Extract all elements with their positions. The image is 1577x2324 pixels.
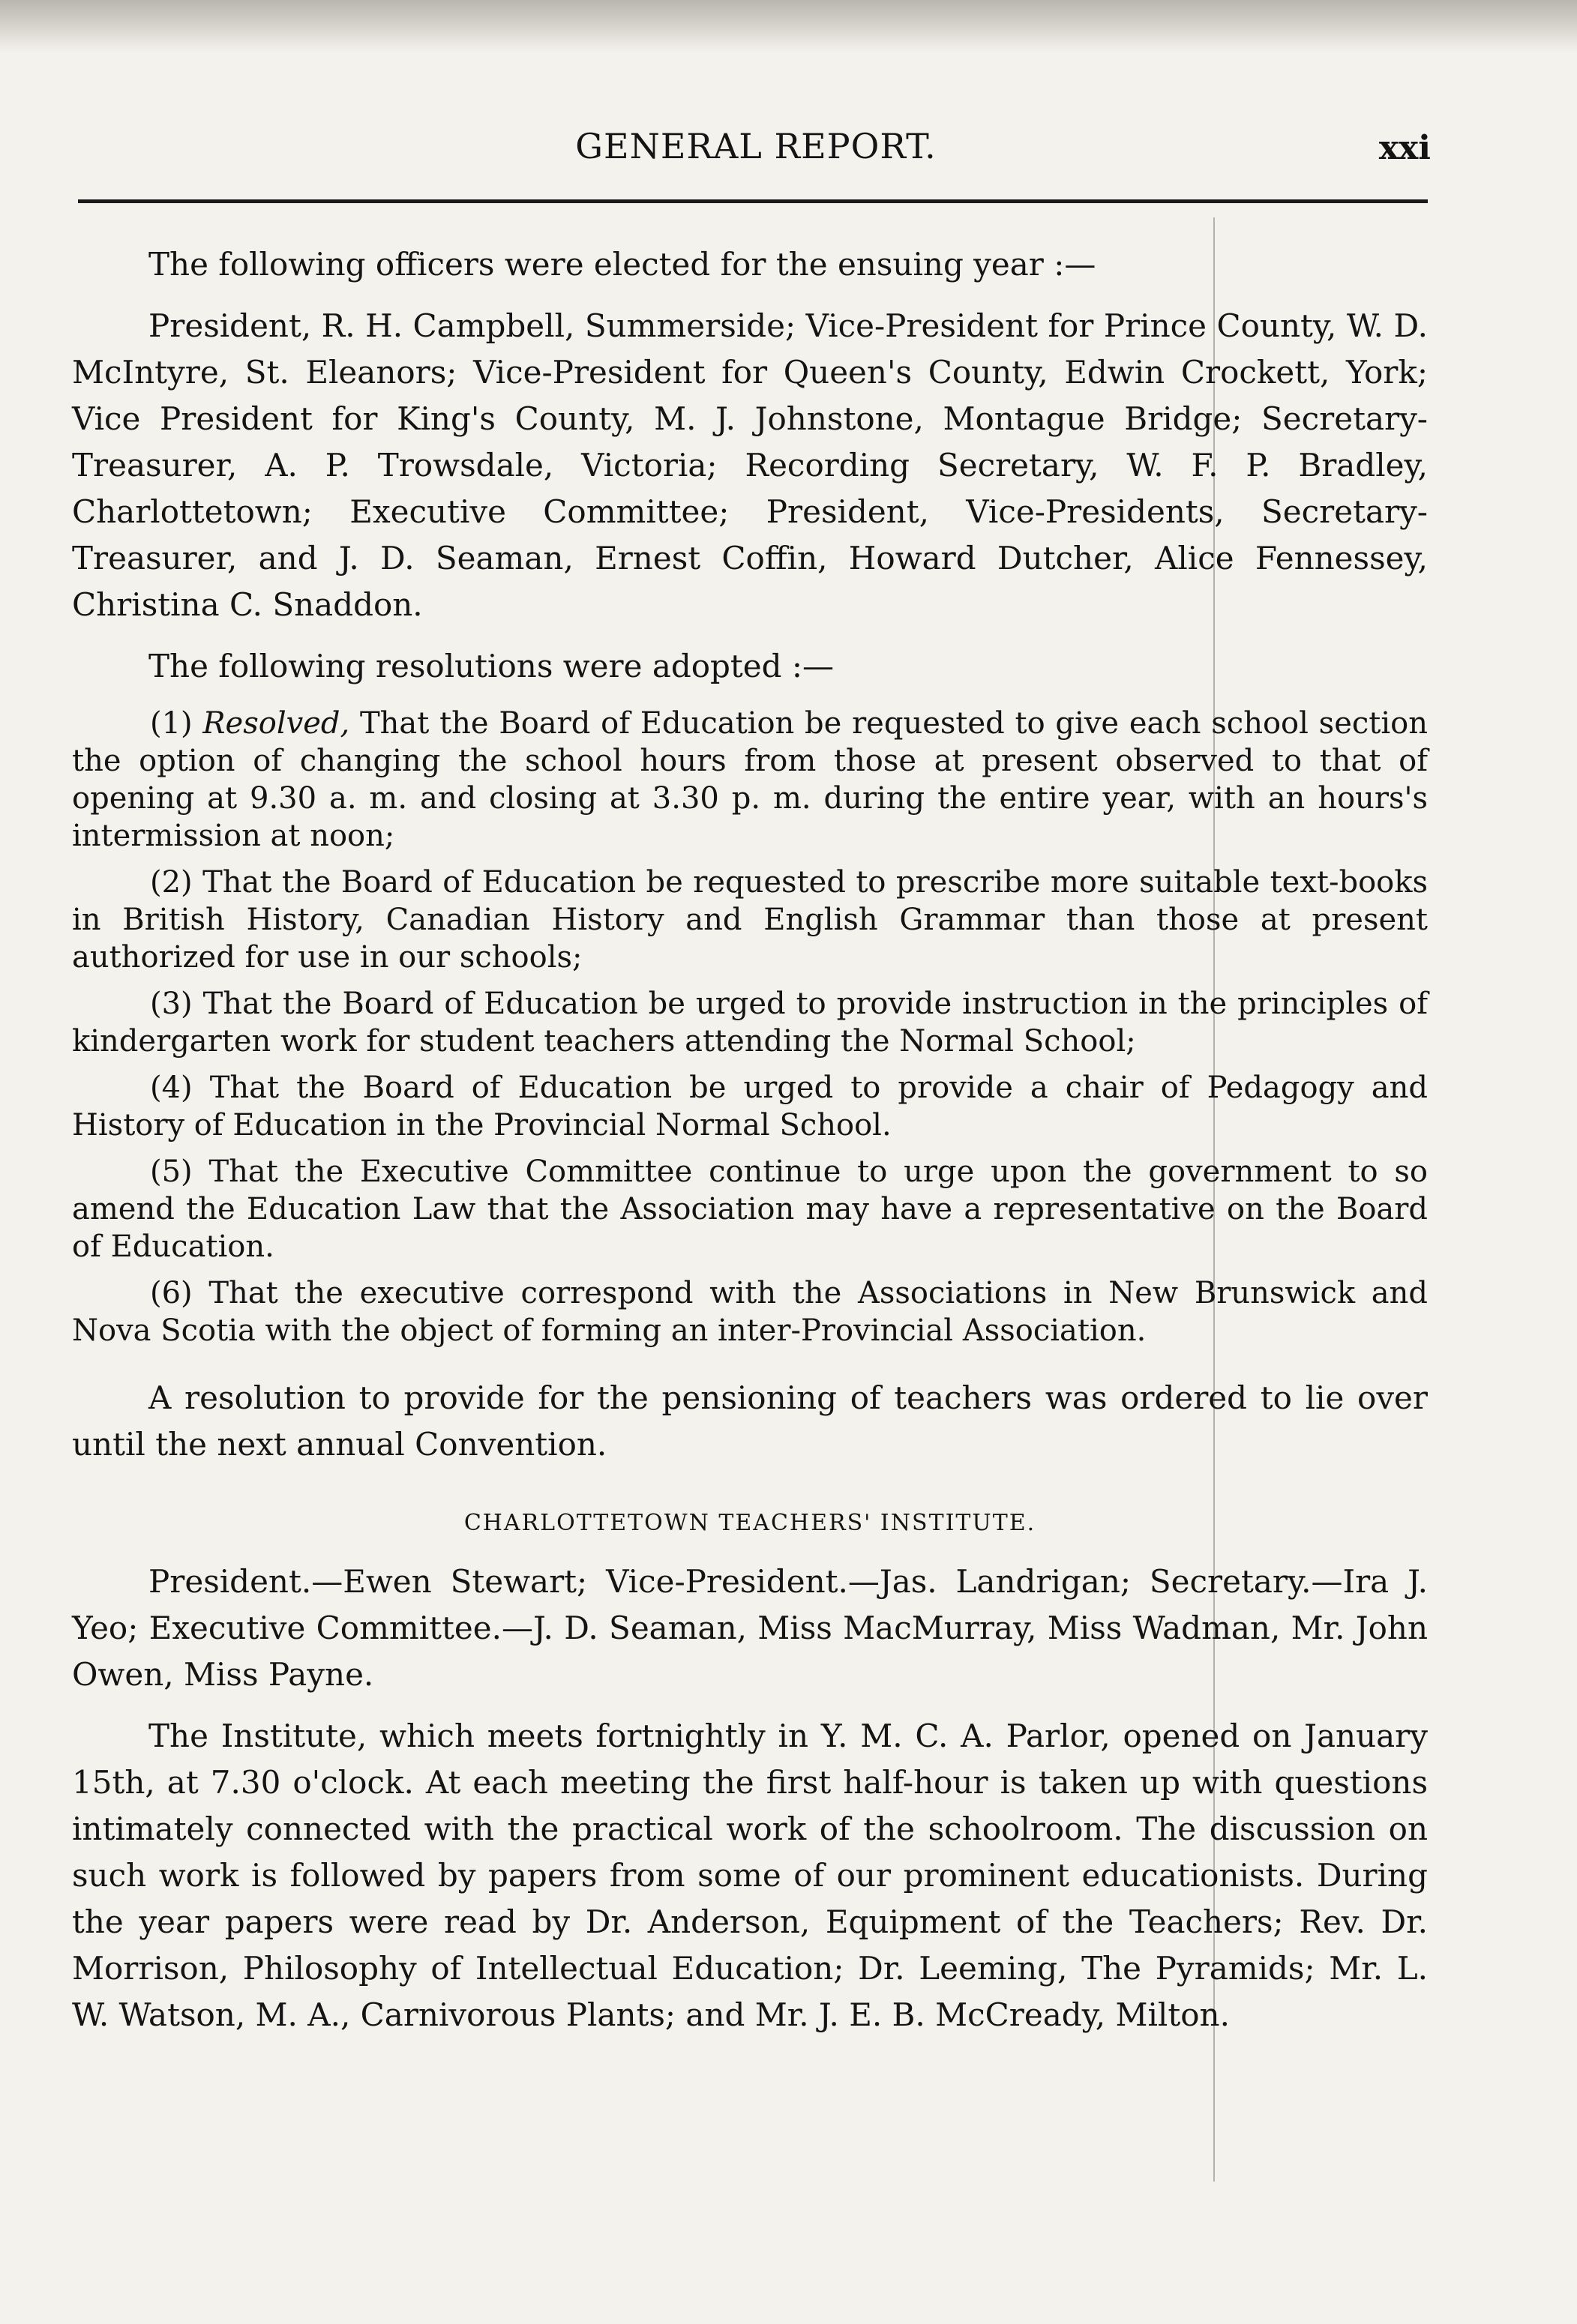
resolution-text: That the Board of Education be urged to provide a chair of Pedagogy and History of Education in the Provincial Normal School. [72,1071,1429,1143]
page-number: xxi [1378,129,1431,167]
resolution-number: (1) [150,706,193,741]
resolution-text: That the Board of Education be requested to give each school section the option of changing the school hours from those at present observed to that of opening at 9.30 a. m. and closing at 3.30 p. m. during the entire year, with an hours's intermission at noon; [72,706,1428,853]
header-rule [78,199,1428,203]
resolution-item [72,1069,1428,1144]
officers-list: President, R. H. Campbell, Summerside; Vice-President for Prince County, W. D. McIntyre, St. Eleanors; Vice-President for Queen's County, Edwin Crockett, York; Vice President for King's County, M. J. Johnstone, Montague Bridge; Secretary-Treasurer, A. P. Trowsdale, Victoria; Recording Secretary, W. F. P. Bradley, Charlottetown; Executive Committee; President, Vice-Presidents, Secretary-Treasurer, and J. D. Seaman, Ernest Coffin, Howard Dutcher, Alice Fennessey, Christina C. Snaddon. [72,307,1428,623]
resolution-item [72,864,1428,976]
scan-edge-shadow [0,0,1577,52]
officers-intro: The following officers were elected for the ensuing year :— [148,246,1096,283]
resolution-text: That the Board of Education be requested to prescribe more suitable text-books in British History, Canadian History and English Grammar than those at present authorized for use in our schools; [72,865,1428,975]
resolution-item [72,985,1428,1060]
resolution-number: (4) [150,1071,193,1105]
resolution-text: That the executive correspond with the Associations in New Brunswick and Nova Scotia with the object of forming an inter-Provincial Association. [72,1276,1428,1348]
resolution-number: (3) [150,987,193,1021]
resolution-number: (6) [150,1276,193,1310]
resolution-text: That the Board of Education be urged to provide instruction in the principles of kindergarten work for student teachers attending the Normal School; [72,987,1429,1059]
resolution-text: That the Executive Committee continue to urge upon the government to so amend the Education Law that the Association may have a representative on the Board of Education. [72,1155,1428,1264]
resolution-item [72,705,1428,855]
resolution-number: (5) [150,1155,193,1189]
resolution-item [72,1274,1428,1349]
resolution-prefix: Resolved, [202,706,350,741]
institute-description: The Institute, which meets fortnightly in Y. M. C. A. Parlor, opened on January 15th, at 7.30 o'clock. At each meeting the first half-hour is taken up with questions intimately connected with the practical work of the schoolroom. The discussion on such work is followed by papers from some of our prominent educationists. During the year papers were read by Dr. Anderson, Equipment of the Teachers; Rev. Dr. Morrison, Philosophy of Intellectual Education; Dr. Leeming, The Pyramids; Mr. L. W. Watson, M. A., Carnivorous Plants; and Mr. J. E. B. McCready, Milton. [72,1718,1428,2033]
resolution-item [72,1153,1428,1265]
pension-resolution: A resolution to provide for the pensioning of teachers was ordered to lie over until the next annual Convention. [72,1379,1428,1463]
resolutions-intro: The following resolutions were adopted :— [148,648,835,684]
running-header [81,126,1431,178]
institute-officers: President.—Ewen Stewart; Vice-President.—Jas. Landrigan; Secretary.—Ira J. Yeo; Executive Committee.—J. D. Seaman, Miss MacMurray, Miss Wadman, Mr. John Owen, Miss Payne. [72,1563,1428,1693]
resolution-number: (2) [150,865,193,900]
running-title: GENERAL REPORT. [575,126,937,166]
spacer [72,1358,1428,1375]
resolutions-list [72,705,1428,1349]
report-body [72,241,1428,2053]
institute-heading: CHARLOTTETOWN TEACHERS' INSTITUTE. [463,1510,1036,1536]
